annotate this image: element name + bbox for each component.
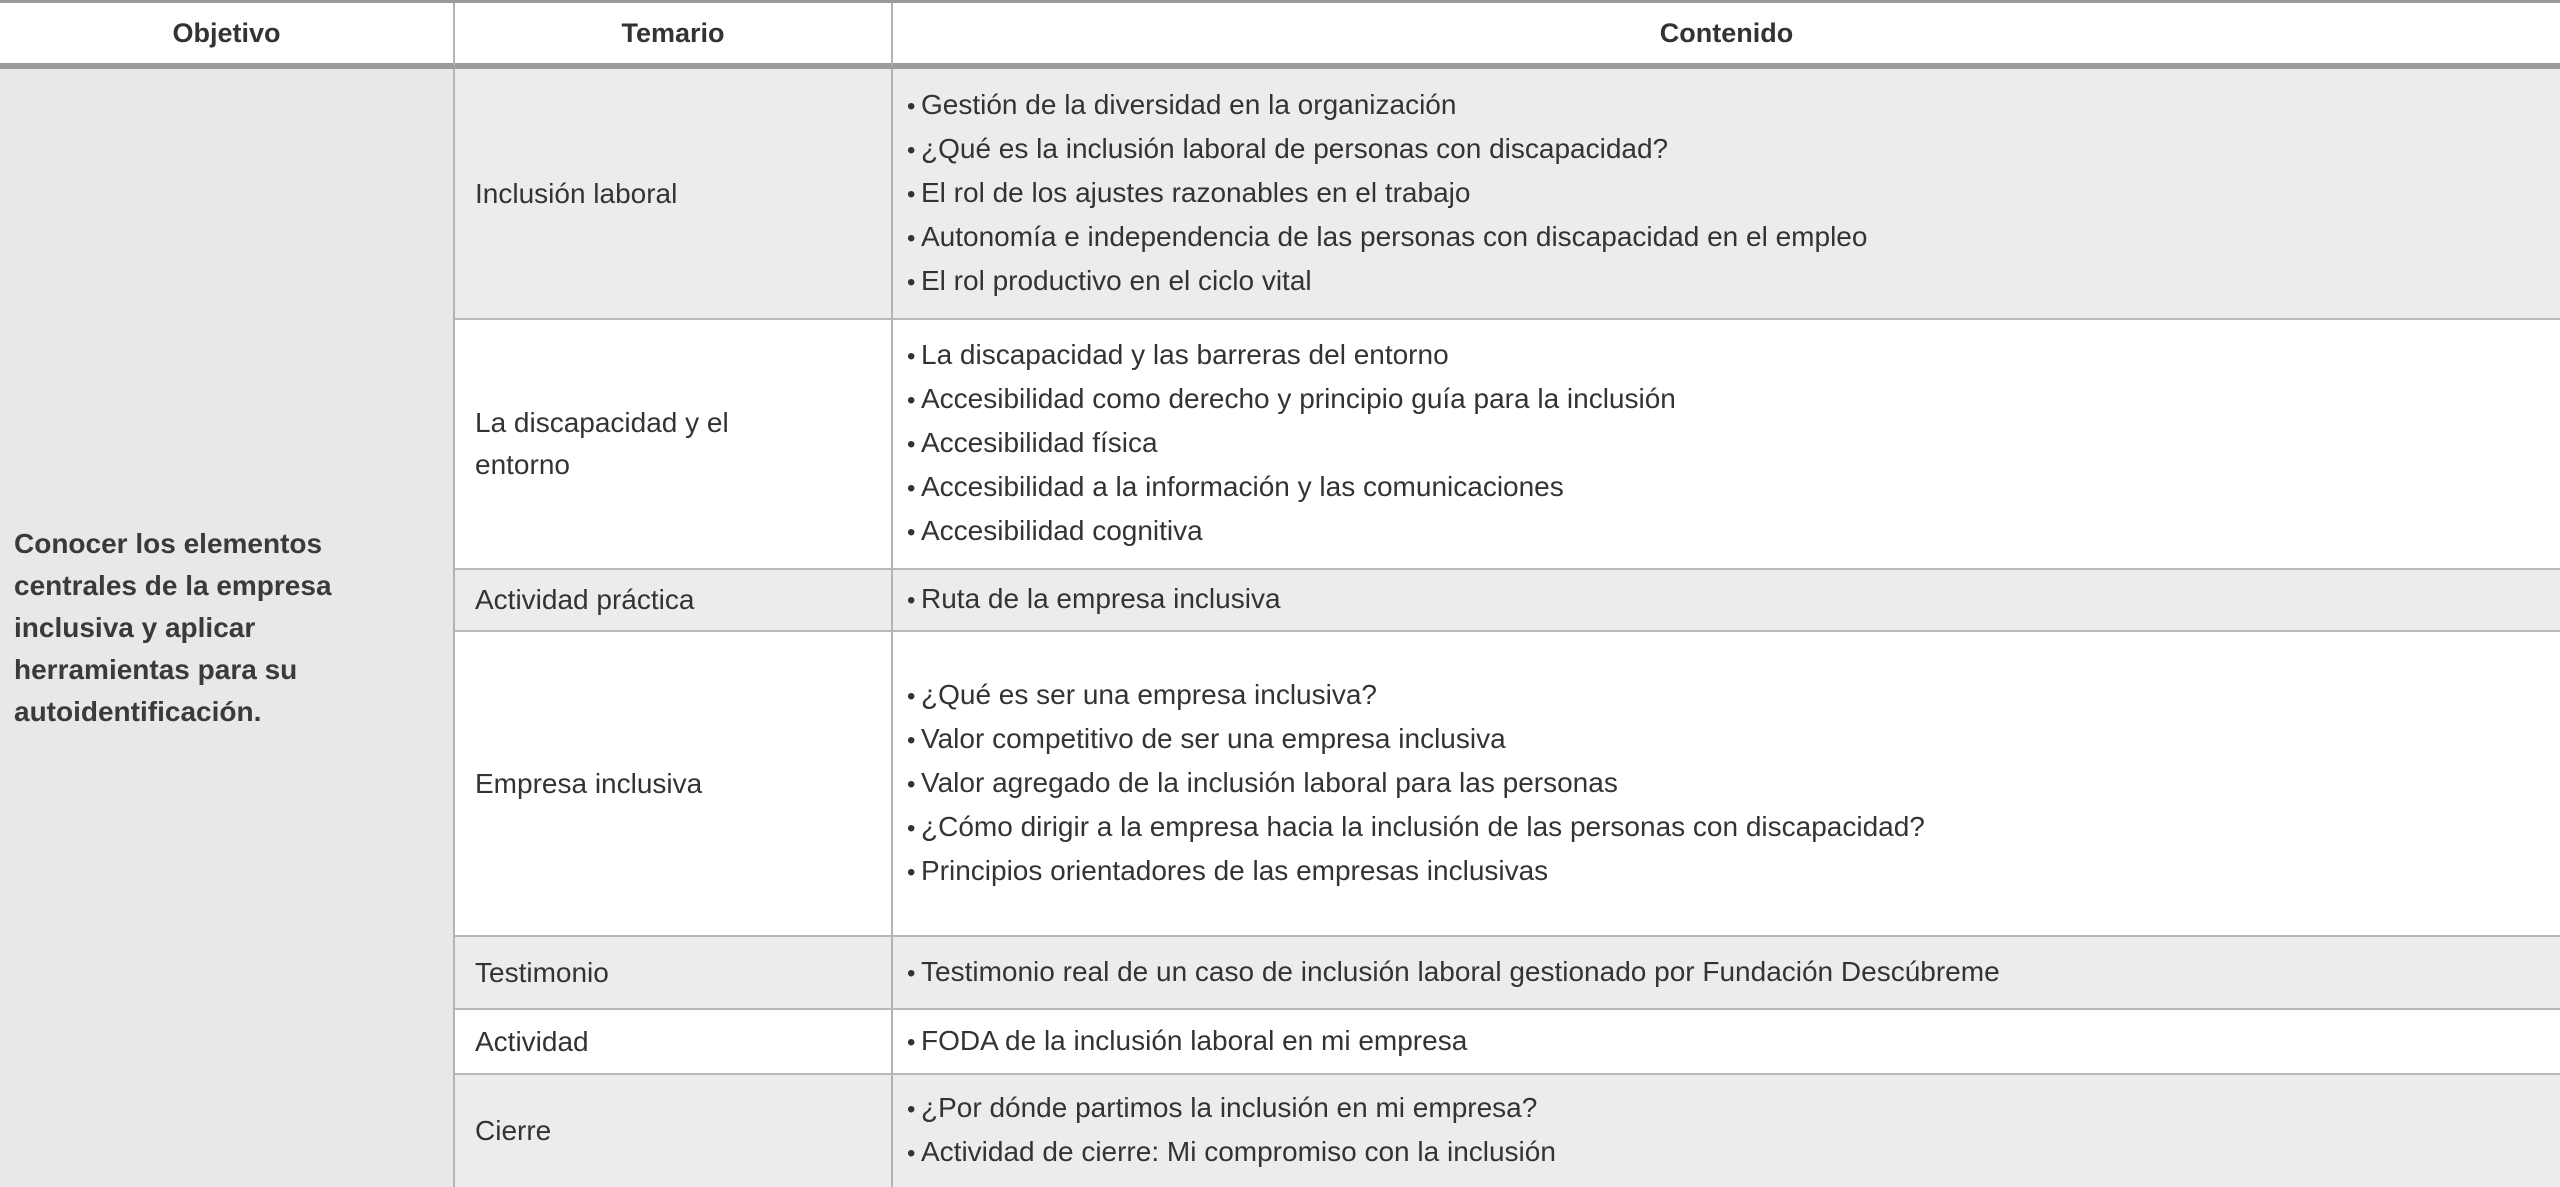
- list-item: • Actividad de cierre: Mi compromiso con la inclusión: [907, 1131, 1556, 1175]
- contenido-cell-inclusion-laboral: [893, 69, 2560, 320]
- temario-cell-actividad-practica: Actividad práctica: [455, 570, 893, 632]
- header-contenido: Contenido: [893, 3, 2560, 69]
- list-item: • El rol de los ajustes razonables en el trabajo: [907, 172, 1867, 216]
- list-item: • El rol productivo en el ciclo vital: [907, 260, 1867, 304]
- contenido-cell-cierre: [893, 1075, 2560, 1187]
- contenido-cell-discapacidad-entorno: [893, 320, 2560, 570]
- objetivo-text: Conocer los elementos centrales de la empresa inclusiva y aplicar herramientas para su autoidentificación.: [14, 528, 332, 727]
- contenido-cell-testimonio: [893, 937, 2560, 1010]
- list-item: • FODA de la inclusión laboral en mi empresa: [907, 1020, 1467, 1064]
- list-item: • Ruta de la empresa inclusiva: [907, 578, 1281, 622]
- list-item: • Valor competitivo de ser una empresa inclusiva: [907, 718, 1925, 762]
- list-item: • Accesibilidad como derecho y principio guía para la inclusión: [907, 378, 1676, 422]
- list-item: • ¿Por dónde partimos la inclusión en mi empresa?: [907, 1087, 1556, 1131]
- temario-cell-actividad: Actividad: [455, 1010, 893, 1075]
- list-item: • Accesibilidad física: [907, 422, 1676, 466]
- list-item: • ¿Qué es la inclusión laboral de personas con discapacidad?: [907, 128, 1867, 172]
- contenido-list: [907, 84, 1867, 304]
- list-item: • Accesibilidad cognitiva: [907, 510, 1676, 554]
- contenido-list: [907, 1087, 1556, 1175]
- contenido-cell-actividad-practica: [893, 570, 2560, 632]
- list-item: • La discapacidad y las barreras del entorno: [907, 334, 1676, 378]
- objetivo-cell: [0, 69, 455, 1187]
- header-temario: Temario: [455, 3, 893, 69]
- list-item: • Autonomía e independencia de las personas con discapacidad en el empleo: [907, 216, 1867, 260]
- list-item: • Accesibilidad a la información y las comunicaciones: [907, 466, 1676, 510]
- contenido-cell-actividad: [893, 1010, 2560, 1075]
- list-item: • ¿Cómo dirigir a la empresa hacia la inclusión de las personas con discapacidad?: [907, 806, 1925, 850]
- contenido-list: [907, 951, 2000, 995]
- temario-cell-discapacidad-entorno: La discapacidad y el entorno: [455, 320, 893, 570]
- list-item: • Principios orientadores de las empresas inclusivas: [907, 850, 1925, 894]
- contenido-list: [907, 674, 1925, 894]
- list-item: • ¿Qué es ser una empresa inclusiva?: [907, 674, 1925, 718]
- temario-cell-testimonio: Testimonio: [455, 937, 893, 1010]
- contenido-list: [907, 1020, 1467, 1064]
- header-objetivo: Objetivo: [0, 3, 455, 69]
- contenido-cell-empresa-inclusiva: [893, 632, 2560, 937]
- list-item: • Valor agregado de la inclusión laboral para las personas: [907, 762, 1925, 806]
- contenido-list: [907, 334, 1676, 554]
- list-item: • Gestión de la diversidad en la organización: [907, 84, 1867, 128]
- list-item: • Testimonio real de un caso de inclusión laboral gestionado por Fundación Descúbreme: [907, 951, 2000, 995]
- temario-cell-cierre: Cierre: [455, 1075, 893, 1187]
- contenido-list: [907, 578, 1281, 622]
- temario-cell-empresa-inclusiva: Empresa inclusiva: [455, 632, 893, 937]
- temario-cell-inclusion-laboral: Inclusión laboral: [455, 69, 893, 320]
